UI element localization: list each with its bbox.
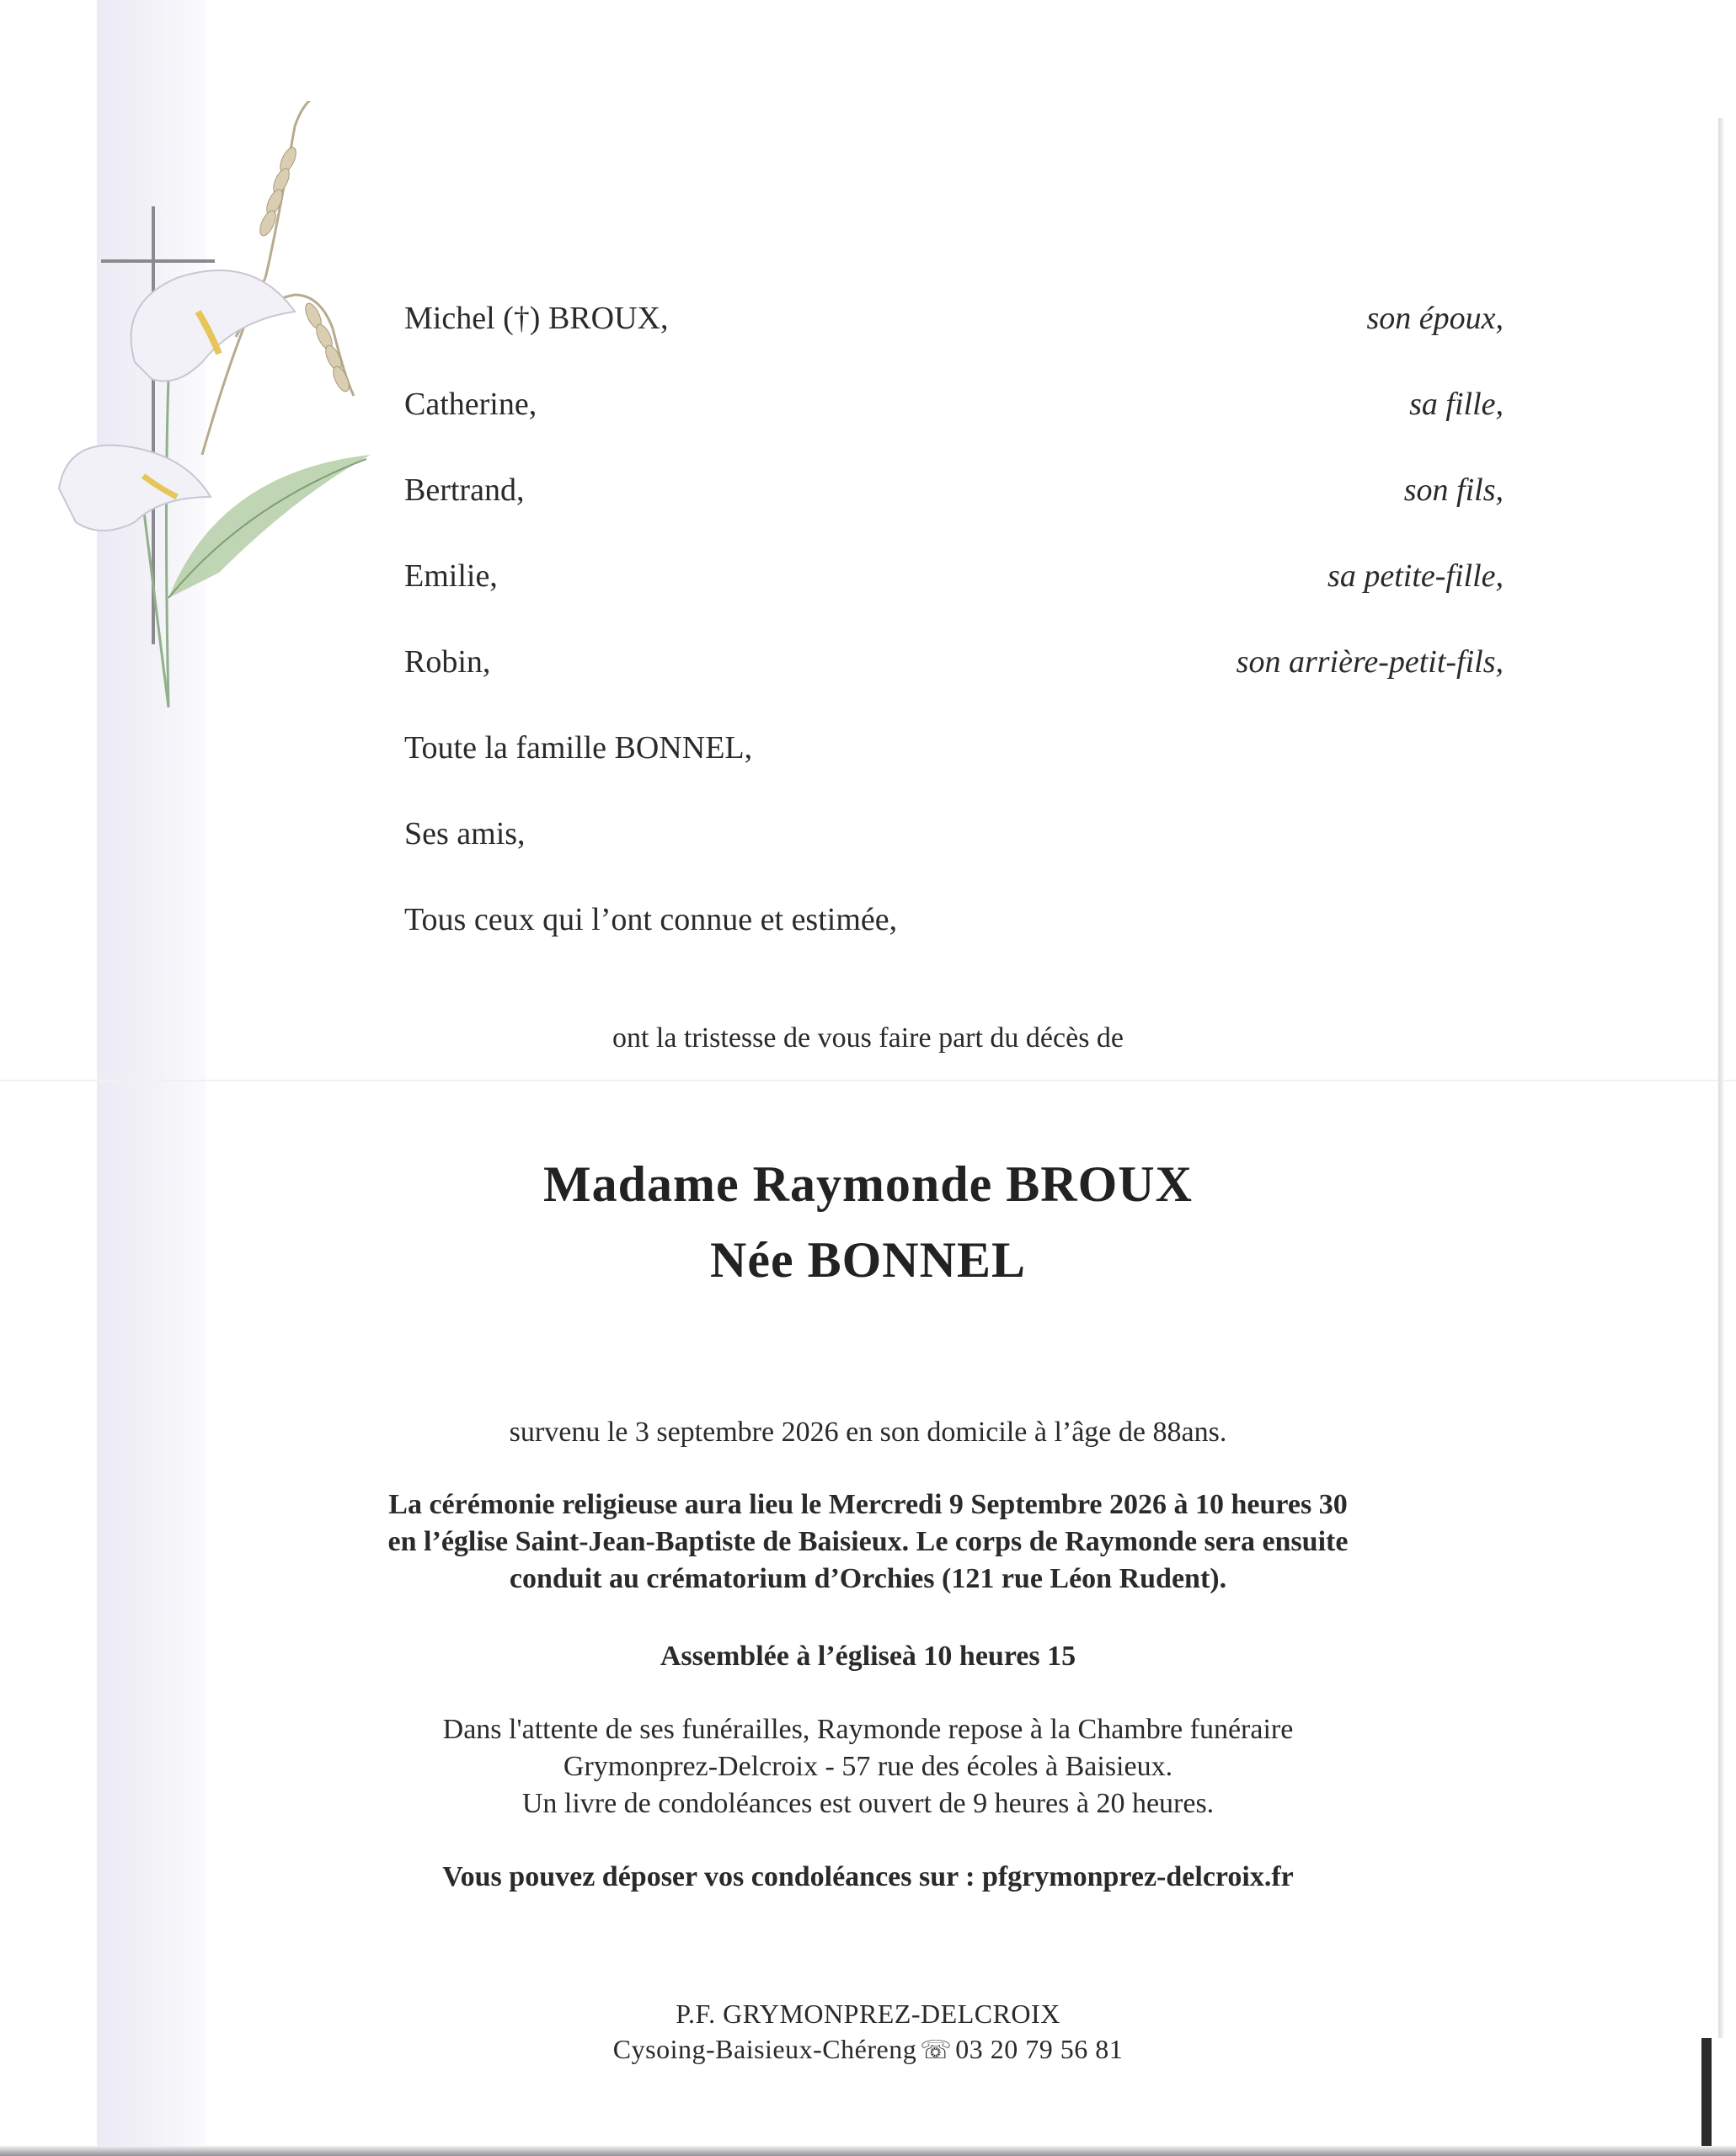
family-row-daughter [404, 379, 1504, 430]
family-row-granddaughter [404, 551, 1504, 601]
family-row-bonnel-family [404, 723, 1504, 773]
footer-contact [0, 2034, 1736, 2065]
cross-lily-illustration [42, 101, 396, 707]
calla-lily-icon [59, 446, 211, 531]
family-name: Toute la famille BONNEL, [404, 730, 753, 766]
leaf-icon [168, 455, 371, 598]
maiden-name: Née BONNEL [710, 1232, 1026, 1288]
page-edge-right [1718, 118, 1723, 2038]
family-name: Michel (†) BROUX, [404, 301, 669, 336]
telephone-icon: ☏ [920, 2036, 953, 2064]
assembly-time: Assemblée à l’égliseà 10 heures 15 [660, 1641, 1076, 1672]
announcement-intro: ont la tristesse de vous faire part du décès de [612, 1022, 1124, 1054]
deceased-name: Madame Raymonde BROUX [543, 1156, 1193, 1212]
ceremony-line-3: conduit au crématorium d’Orchies (121 rue Léon Rudent). [509, 1563, 1227, 1594]
funeral-home-line-2: Grymonprez-Delcroix - 57 rue des écoles à Baisieux. [563, 1751, 1173, 1782]
family-row-friends [404, 808, 1504, 859]
family-name: Catherine, [404, 387, 537, 422]
ceremony-line-1: La cérémonie religieuse aura lieu le Mercredi 9 Septembre 2026 à 10 heures 30 [388, 1489, 1348, 1520]
footer-phone: 03 20 79 56 81 [955, 2034, 1124, 2064]
family-name: Robin, [404, 644, 491, 680]
death-info: survenu le 3 septembre 2026 en son domicile à l’âge de 88ans. [509, 1417, 1227, 1448]
family-name: Ses amis, [404, 816, 526, 851]
condolences-notice: Vous pouvez déposer vos condoléances sur : pfgrymonprez-delcroix.fr [442, 1861, 1294, 1892]
funeral-home-line-3: Un livre de condoléances est ouvert de 9 heures à 20 heures. [521, 1788, 1215, 1819]
footer-locations: Cysoing-Baisieux-Chéreng [612, 2034, 917, 2064]
ceremony-line-2: en l’église Saint-Jean-Baptiste de Baisieux. Le corps de Raymonde sera ensuite [387, 1526, 1349, 1557]
family-row-acquaintances [404, 894, 1504, 945]
family-relation: sa petite-fille, [1327, 558, 1504, 594]
family-name: Tous ceux qui l’ont connue et estimée, [404, 902, 898, 937]
family-relation: sa fille, [1409, 387, 1504, 422]
family-row-great-grandson [404, 637, 1504, 687]
family-relation: son époux, [1366, 301, 1504, 336]
footer-company: P.F. GRYMONPREZ-DELCROIX [676, 1999, 1060, 2029]
family-name: Emilie, [404, 558, 498, 594]
family-relation: son fils, [1403, 472, 1504, 508]
family-relation: son arrière-petit-fils, [1236, 644, 1504, 680]
fold-line [0, 1080, 1736, 1081]
page-edge-bottom [0, 2146, 1736, 2156]
calla-lily-icon [131, 270, 295, 382]
family-name: Bertrand, [404, 472, 525, 508]
family-row-son [404, 465, 1504, 515]
family-row-spouse [404, 293, 1504, 344]
funeral-home-line-1: Dans l'attente de ses funérailles, Raymonde repose à la Chambre funéraire [442, 1714, 1294, 1745]
